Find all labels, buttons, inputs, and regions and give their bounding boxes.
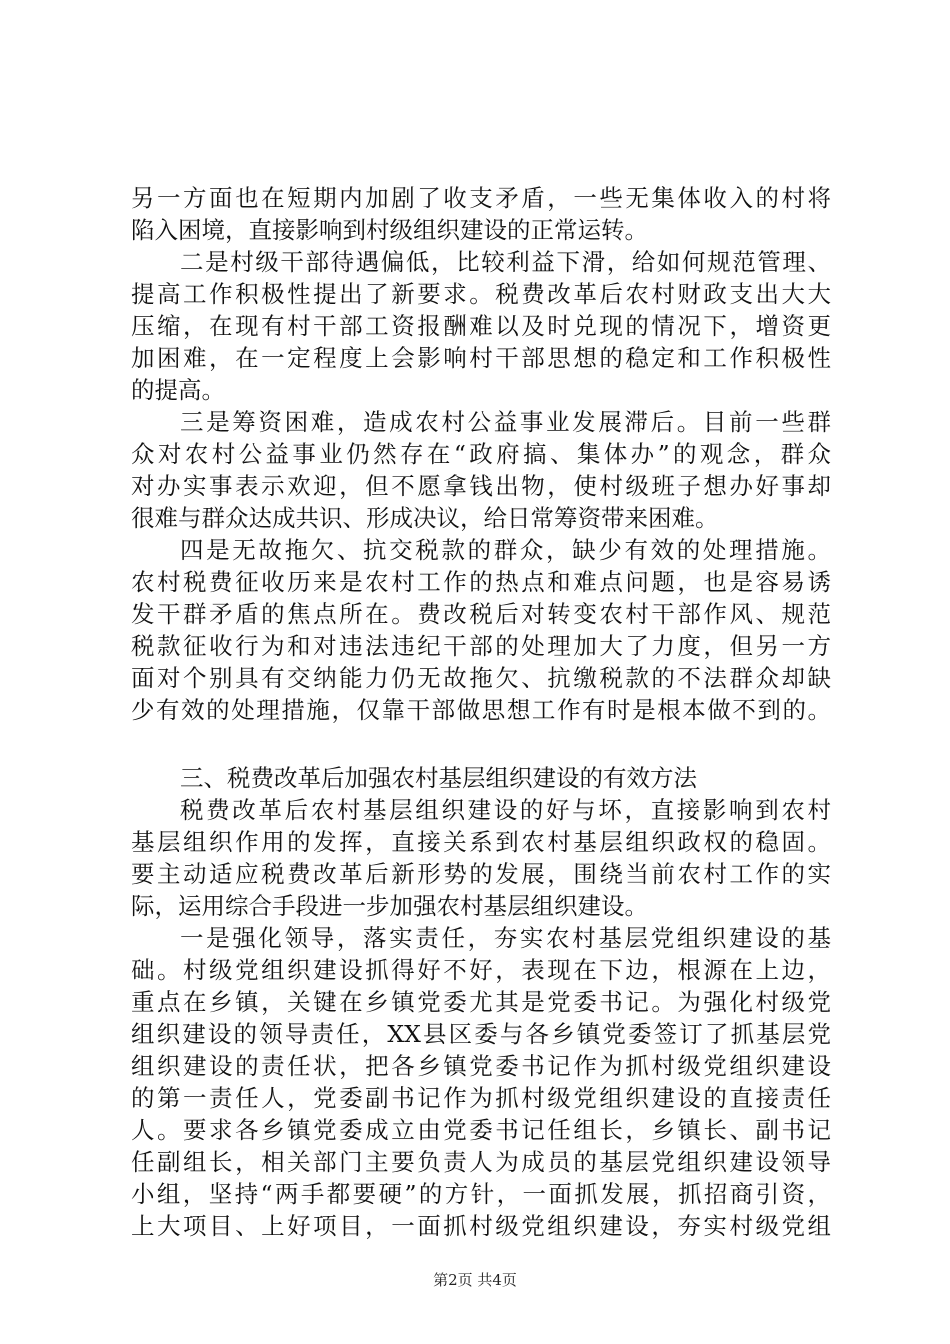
body-line: 很难与群众达成共识、形成决议，给日常筹资带来困难。 xyxy=(131,504,719,532)
body-line: 税款征收行为和对违法违纪干部的处理加大了力度，但另一方 xyxy=(131,632,831,660)
body-line: 面对个别具有交纳能力仍无故拖欠、抗缴税款的不法群众却缺 xyxy=(131,664,831,692)
body-line: 另一方面也在短期内加剧了收支矛盾，一些无集体收入的村将 xyxy=(131,184,831,212)
body-line: 的提高。 xyxy=(131,376,225,404)
body-line: 农村税费征收历来是农村工作的热点和难点问题，也是容易诱 xyxy=(131,568,831,596)
body-line: 加困难，在一定程度上会影响村干部思想的稳定和工作积极性 xyxy=(131,344,831,372)
page-total: 共4页 xyxy=(477,1271,517,1289)
body-line: 二是村级干部待遇偏低，比较利益下滑，给如何规范管理、 xyxy=(180,248,831,276)
section-heading: 三、税费改革后加强农村基层组织建设的有效方法 xyxy=(180,764,697,792)
body-line: 重点在乡镇，关键在乡镇党委尤其是党委书记。为强化村级党 xyxy=(131,988,831,1016)
page-number: 第2页 xyxy=(433,1271,473,1289)
body-line: 组织建设的责任状，把各乡镇党委书记作为抓村级党组织建设 xyxy=(131,1052,831,1080)
body-line: 众对农村公益事业仍然存在“政府搞、集体办”的观念，群众 xyxy=(131,440,831,468)
body-line: 小组，坚持“两手都要硬”的方针，一面抓发展，抓招商引资， xyxy=(131,1180,831,1208)
body-line: 任副组长，相关部门主要负责人为成员的基层党组织建设领导 xyxy=(131,1148,831,1176)
body-line: 压缩，在现有村干部工资报酬难以及时兑现的情况下，增资更 xyxy=(131,312,831,340)
body-line: 三是筹资困难，造成农村公益事业发展滞后。目前一些群 xyxy=(180,408,831,436)
body-line: 一是强化领导，落实责任，夯实农村基层党组织建设的基 xyxy=(180,924,831,952)
body-line: 要主动适应税费改革后新形势的发展，围绕当前农村工作的实 xyxy=(131,860,831,888)
body-line: 组织建设的领导责任，XX县区委与各乡镇党委签订了抓基层党 xyxy=(131,1020,831,1048)
body-line: 的第一责任人，党委副书记作为抓村级党组织建设的直接责任 xyxy=(131,1084,831,1112)
body-line: 上大项目、上好项目，一面抓村级党组织建设，夯实村级党组 xyxy=(131,1212,831,1240)
body-line: 陷入困境，直接影响到村级组织建设的正常运转。 xyxy=(131,216,648,244)
body-line: 基层组织作用的发挥，直接关系到农村基层组织政权的稳固。 xyxy=(131,828,831,856)
body-line: 税费改革后农村基层组织建设的好与坏，直接影响到农村 xyxy=(180,796,831,824)
body-line: 发干群矛盾的焦点所在。费改税后对转变农村干部作风、规范 xyxy=(131,600,831,628)
body-line: 四是无故拖欠、抗交税款的群众，缺少有效的处理措施。 xyxy=(180,536,831,564)
body-line: 人。要求各乡镇党委成立由党委书记任组长，乡镇长、副书记 xyxy=(131,1116,831,1144)
page-footer xyxy=(0,1270,950,1290)
body-line: 少有效的处理措施，仅靠干部做思想工作有时是根本做不到的。 xyxy=(131,696,831,724)
body-line: 对办实事表示欢迎，但不愿拿钱出物，使村级班子想办好事却 xyxy=(131,472,831,500)
body-line: 提高工作积极性提出了新要求。税费改革后农村财政支出大大 xyxy=(131,280,831,308)
body-line: 础。村级党组织建设抓得好不好，表现在下边，根源在上边， xyxy=(131,956,831,984)
body-line: 际，运用综合手段进一步加强农村基层组织建设。 xyxy=(131,892,648,920)
